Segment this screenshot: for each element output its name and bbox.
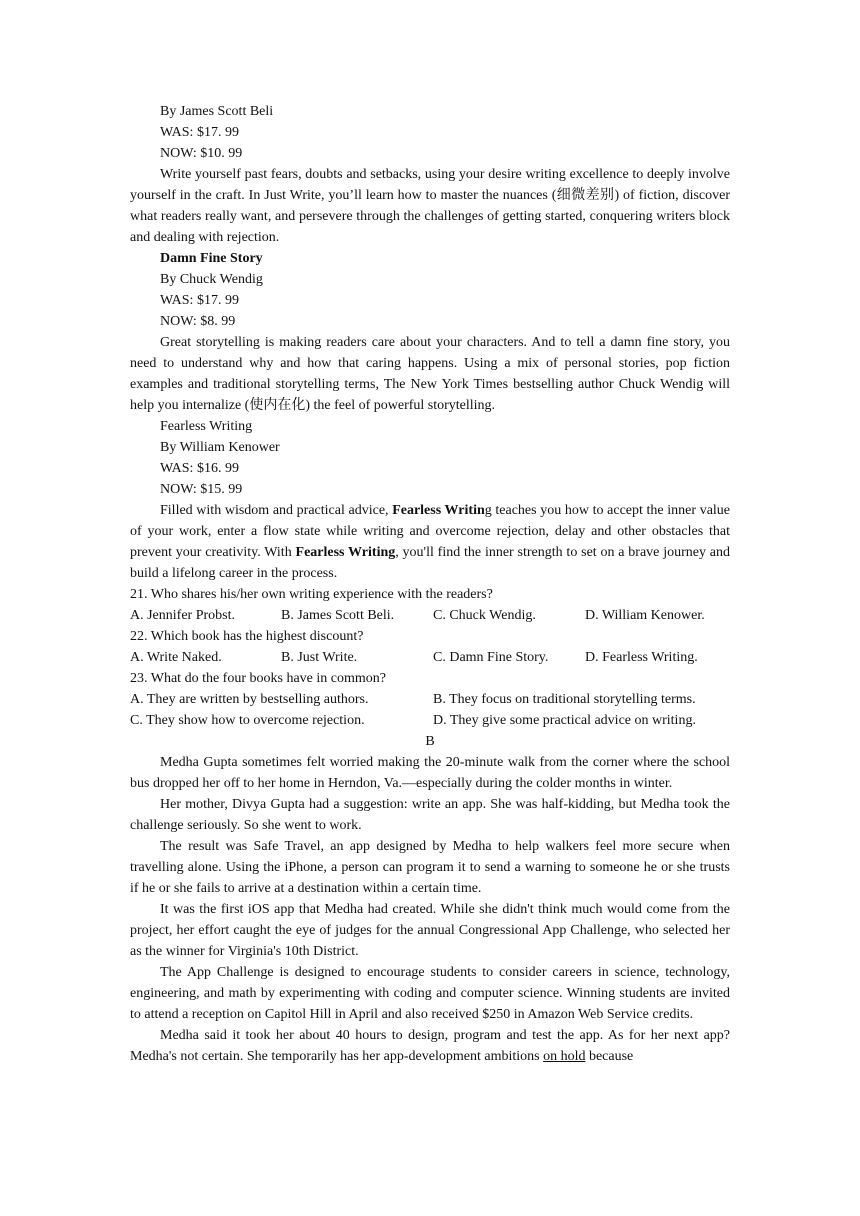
question-22-option-a: A. Write Naked. [130,650,222,665]
section-b-paragraph-2: Her mother, Divya Gupta had a suggestion: write an app. She was half-kidding, but Medha took the challenge seriously. So she went to work. [130,797,730,833]
question-23-option-c: C. They show how to overcome rejection. [130,713,365,728]
section-b-paragraph-3: The result was Safe Travel, an app designed by Medha to help walkers feel more secure when travelling alone. Using the iPhone, a person can program it to send a warning to someone he or she trusts if he or she fails to arrive at a destination within a certain time. [130,839,730,896]
question-22-option-b: B. Just Write. [281,650,358,665]
question-21-option-c: C. Chuck Wendig. [433,608,536,623]
document-page [130,101,730,1067]
book4-was-price: WAS: $16. 99 [160,461,239,476]
question-21-option-a: A. Jennifer Probst. [130,608,235,623]
question-21-options [130,605,730,626]
section-b-heading: B [425,734,435,749]
book4-desc-bold2: Fearless Writing [295,545,396,560]
section-b-paragraph-1: Medha Gupta sometimes felt worried making the 20-minute walk from the corner where the school bus dropped her off to her home in Herndon, Va.—especially during the colder months in winter. [130,755,730,791]
question-22-option-d: D. Fearless Writing. [585,650,698,665]
book4-author: By William Kenower [160,440,280,455]
question-23-option-b: B. They focus on traditional storytelling terms. [433,692,696,707]
book4-desc-part1: Filled with wisdom and practical advice, [160,503,393,518]
book3-was-price: WAS: $17. 99 [160,293,239,308]
question-23-options-row2 [130,710,730,731]
book3-title [130,248,730,269]
section-b-p6-part2: because [585,1049,634,1064]
section-b-paragraph-4: It was the first iOS app that Medha had created. While she didn't think much would come from the project, her effort caught the eye of judges for the annual Congressional App Challenge, who selected her as the winner for Virginia's 10th District. [130,902,730,959]
question-21-option-d: D. William Kenower. [585,608,705,623]
book4-desc-bold1: Fearless Writin [392,503,485,518]
question-21-stem: 21. Who shares his/her own writing experience with the readers? [130,587,493,602]
book2-author: By James Scott Beli [160,104,274,119]
section-b-paragraph-5: The App Challenge is designed to encourage students to consider careers in science, technology, engineering, and math by experimenting with coding and computer science. Winning students are invited to attend a reception on Capitol Hill in April and also received $250 in Amazon Web Service credits. [130,965,730,1022]
question-22-options [130,647,730,668]
question-23-options-row1 [130,689,730,710]
question-21-option-b: B. James Scott Beli. [281,608,395,623]
book4-now-price: NOW: $15. 99 [160,482,243,497]
question-23-stem: 23. What do the four books have in common? [130,671,386,686]
book2-was-price: WAS: $17. 99 [160,125,239,140]
question-22-option-c: C. Damn Fine Story. [433,650,549,665]
book4-description [130,500,730,584]
book4-title: Fearless Writing [160,419,253,434]
section-b-paragraph-6 [130,1025,730,1067]
question-23-option-a: A. They are written by bestselling authors. [130,692,369,707]
section-b-p6-part1: Medha said it took her about 40 hours to design, program and test the app. As for her next app? Medha's not certain. She temporarily has her app-development ambitions [130,1028,730,1064]
book2-description: Write yourself past fears, doubts and setbacks, using your desire writing excellence to deeply involve yourself in the craft. In Just Write, you’ll learn how to master the nuances (细微差别) of fiction, discover what readers really want, and persevere through the challenges of getting started, conquering writers block and dealing with rejection. [130,167,730,245]
question-23-option-d: D. They give some practical advice on writing. [433,713,696,728]
underlined-phrase-on-hold: on hold [543,1049,586,1064]
book2-now-price: NOW: $10. 99 [160,146,243,161]
book3-description: Great storytelling is making readers care about your characters. And to tell a damn fine story, you need to understand why and how that caring happens. Using a mix of personal stories, pop fiction examples and traditional storytelling terms, The New York Times bestselling author Chuck Wendig will help you internalize (使内在化) the feel of powerful storytelling. [130,335,730,413]
book3-title-text: Damn Fine Story [160,251,263,266]
book4-desc-part3: , you'll find the inner strength to set on a brave journey and build a lifelong career in the process. [130,545,730,581]
book3-now-price: NOW: $8. 99 [160,314,236,329]
question-22-stem: 22. Which book has the highest discount? [130,629,364,644]
book3-author: By Chuck Wendig [160,272,263,287]
book4-desc-part2: g teaches you how to accept the inner value of your work, enter a flow state while writing and overcome rejection, delay and other obstacles that prevent your creativity. With [130,503,731,560]
